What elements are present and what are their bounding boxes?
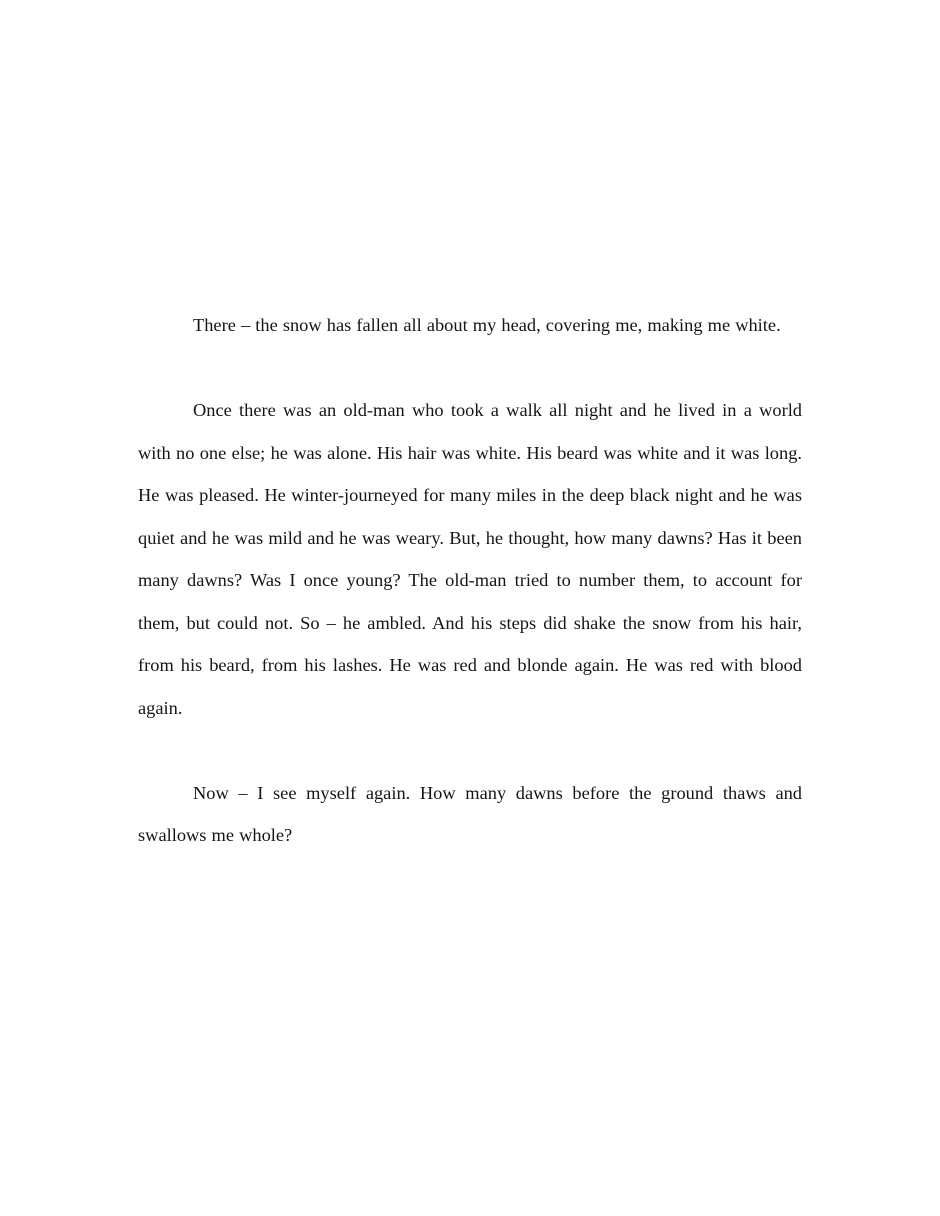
paragraph-snow-fallen: There – the snow has fallen all about my head, covering me, making me white. — [193, 315, 781, 335]
paragraph-now-closing: Now – I see myself again. How many dawns before the ground thaws and swallows me whole? — [138, 782, 802, 845]
text-block — [138, 304, 802, 857]
paragraph-old-man-story: Once there was an old-man who took a walk all night and he lived in a world with no one else; he was alone. His hair was white. His beard was white and it was long. He was pleased. He winter-journeyed for many miles in the deep black night and he was quiet and he was mild and he was weary. But, he thought, how many dawns? Has it been many dawns? Was I once young? The old-man tried to number them, to account for them, but could not. So – he ambled. And his steps did shake the snow from his hair, from his beard, from his lashes. He was red and blonde again. He was red with blood again. — [138, 400, 802, 718]
